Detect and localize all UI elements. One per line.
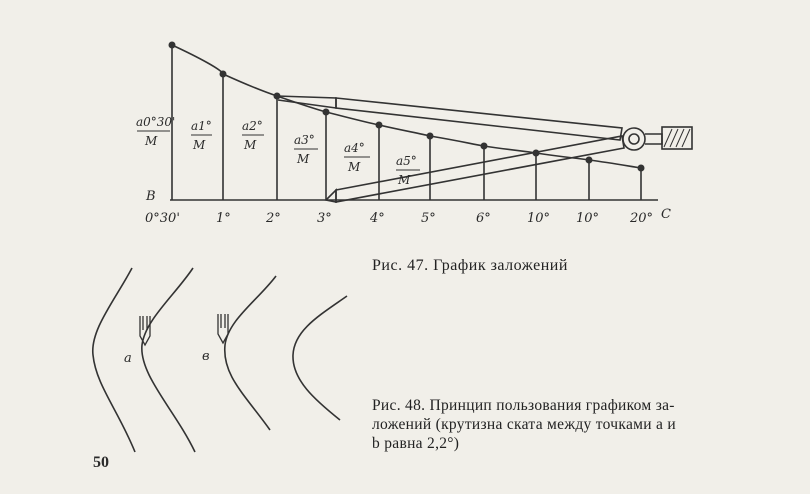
slope-scale-curve — [172, 45, 641, 168]
divider-hinge — [623, 128, 645, 150]
ordinate-label-1-den: M — [193, 138, 206, 152]
point-label-a: a — [124, 351, 132, 366]
x-tick-5: 5° — [421, 211, 436, 226]
axis-end-label: C — [661, 207, 671, 222]
ordinate-label-0-30-den: M — [145, 134, 158, 148]
curve-point-2 — [274, 93, 281, 100]
ordinate-label-4-den: M — [348, 160, 361, 174]
contour-line-3 — [225, 276, 276, 430]
curve-point-6 — [481, 143, 488, 150]
x-tick-20: 20° — [630, 211, 654, 226]
divider-tip-a — [140, 316, 150, 345]
divider-hinge-inner — [629, 134, 639, 144]
curve-point-10 — [586, 157, 593, 164]
figure-47-caption: Рис. 47. График заложений — [372, 257, 568, 274]
ordinate-label-3-num: a3° — [294, 133, 315, 147]
curve-point-8 — [533, 150, 540, 157]
x-tick-0-30: 0°30' — [145, 211, 180, 226]
curve-point-1 — [220, 71, 227, 78]
curve-point-5 — [427, 133, 434, 140]
figure-48-caption — [372, 396, 757, 453]
x-tick-4: 4° — [370, 211, 385, 226]
x-tick-6: 6° — [476, 211, 491, 226]
x-tick-10: 10° — [576, 211, 600, 226]
ordinate-label-1-num: a1° — [191, 119, 212, 133]
figure-48-caption-line-1: Рис. 48. Принцип пользования графиком за- — [372, 397, 675, 414]
ordinate-label-2-num: a2° — [242, 119, 263, 133]
point-label-b: в — [202, 349, 210, 364]
page-number: 50 — [93, 454, 109, 471]
x-tick-2: 2° — [266, 211, 281, 226]
curve-point-4 — [376, 122, 383, 129]
x-tick-3: 3° — [317, 211, 332, 226]
ordinate-label-3-den: M — [297, 152, 310, 166]
x-tick-8: 10° — [527, 211, 551, 226]
contour-line-2 — [142, 268, 195, 452]
ordinate-label-2-den: M — [244, 138, 257, 152]
divider-neck — [645, 134, 662, 144]
curve-point-0-30 — [169, 42, 176, 49]
handle-hatching — [664, 129, 690, 147]
ordinate-label-0-30-num: a0°30' — [136, 115, 176, 129]
figure-48-caption-line-2: ложений (крутизна ската между точками a и — [372, 416, 676, 433]
axis-origin-label: B — [146, 189, 156, 204]
ordinate-label-5-num: a5° — [396, 154, 417, 168]
x-tick-1: 1° — [216, 211, 231, 226]
contour-line-4 — [293, 296, 347, 420]
curve-point-20 — [638, 165, 645, 172]
ordinate-label-4-num: a4° — [344, 141, 365, 155]
figure-48-caption-line-3: b равна 2,2°) — [372, 435, 460, 452]
ordinate-label-5-den: M — [398, 173, 411, 187]
curve-point-3 — [323, 109, 330, 116]
